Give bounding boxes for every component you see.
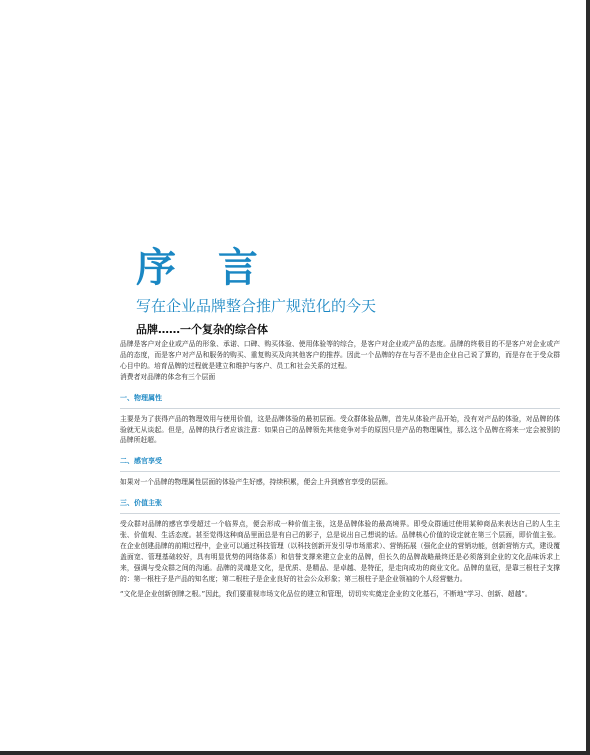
subsection-body: 受众群对品牌的感官享受超过一个临界点，便会形成一种价值主张，这是品牌体验的最高境界。即受众群通过使用某种商品来表达自己的人生主张、价值观、生活态度。甚至觉得这种商品里面总是有自己的影子，总是说出自己想说的话。品牌核心价值的设定就在第三个层面，即价值主张。在企业创建品牌的前期过程中，企业可以通过科技管理（以科技创新开发引导市场需求）、营销拓展（强化企业的营销功能，创新营销方式，建设覆盖面宽、管理基础较好，具有明显优势的网络体系）和信誉支撑来建立企业的品牌，但长久的品牌战略最终还是必须落到企业的文化品味诉求上来，强调与受众群之间的沟通。品牌的灵魂是文化，是优质、是精品、是卓越、是特征，是走向成功的商业文化。品牌的皇冠，是靠三根柱子支撑的：第一根柱子是产品的知名度；第二根柱子是企业良好的社会公众形象；第三根柱子是企业领袖的个人经营魅力。 [120, 520, 560, 583]
body-content [120, 339, 560, 600]
intro-line: 消费者对品牌的体念有三个层面 [120, 372, 216, 381]
subsection-body: 主要是为了获得产品的物理效用与使用价值，这是品牌体验的最初层面。受众群体验品牌，首先从体验产品开始，没有对产品的体验，对品牌的体验就无从谈起。但是，品牌的执行者应该注意：如果自己的品牌领先其他竞争对手的原因只是产品的物理属性，那么这个品牌在将来一定会被别的品牌所赶超。 [120, 414, 560, 445]
subsection-heading: 一、物理属性 [120, 393, 162, 402]
page-edge-right [586, 0, 590, 755]
divider [120, 513, 560, 514]
subsection-body: 如果对一个品牌的物理属性层面的体验产生好感，持续积累，便会上升到感官享受的层面。 [120, 478, 392, 487]
page-title: 序 言 [136, 245, 272, 291]
divider [120, 471, 560, 472]
section-heading: 品牌……一个复杂的综合体 [136, 323, 268, 336]
divider [120, 408, 560, 409]
page-edge-bottom [0, 751, 590, 755]
subsection-heading: 二、感官享受 [120, 457, 162, 466]
intro-paragraph: 品牌是客户对企业或产品的形象、承诺、口碑、购买体验、使用体验等的综合，是客户对企业或产品的态度。品牌的终极目的不是客户对企业或产品的态度，而是客户对产品和服务的购买、重复购买及向其他客户的推荐。因此一个品牌的存在与否不是由企业自己说了算的，而是存在于受众群心目中的。培育品牌的过程就是建立和维护与客户、员工和社会关系的过程。 [120, 340, 560, 370]
subsection-heading: 三、价值主张 [120, 499, 162, 508]
section-sensory [120, 453, 560, 488]
closing-paragraph: “文化是企业创新创牌之根。”因此，我们要重视市场文化品位的建立和管理，切切实实奠定企业的文化基石，不断地“学习、创新、超越”。 [120, 589, 532, 598]
section-physical [120, 390, 560, 447]
page-subtitle: 写在企业品牌整合推广规范化的今天 [136, 297, 377, 315]
section-value [120, 495, 560, 584]
